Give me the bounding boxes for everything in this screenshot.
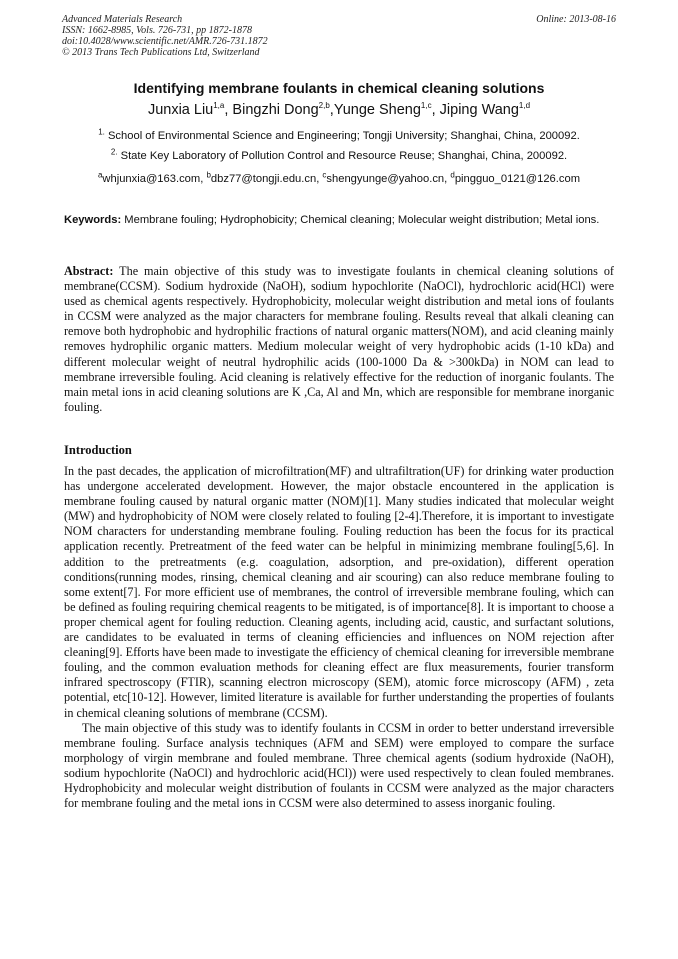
journal-name: Advanced Materials Research bbox=[62, 14, 183, 25]
email-link[interactable]: pingguo_0121@126.com bbox=[454, 173, 581, 185]
author-list: Junxia Liu$^{1,a}$, Bingzhi Dong$^{2,b}$,Yunge Sheng$^{1,c}$, Jiping Wang$^{1,d}$ bbox=[147, 101, 531, 118]
keywords-label: Keywords: bbox=[64, 214, 122, 226]
affiliation-1 bbox=[30, 127, 648, 142]
email-link[interactable]: whjunxia@163.com bbox=[102, 173, 201, 185]
email-mark: a bbox=[97, 170, 103, 180]
affiliation-2 bbox=[30, 147, 648, 162]
author-mark: 1,d bbox=[518, 101, 531, 111]
email-mark: b bbox=[206, 170, 211, 180]
introduction-body bbox=[64, 464, 614, 811]
paper-title: Identifying membrane foulants in chemical cleaning solutions bbox=[133, 80, 545, 96]
affiliation-mark: 1. bbox=[98, 127, 105, 137]
author-name: Bingzhi Dong bbox=[232, 102, 319, 118]
journal-header bbox=[62, 14, 616, 58]
author-mark: 1,a bbox=[213, 101, 225, 111]
email-mark: d bbox=[450, 170, 455, 180]
keywords-text: Membrane fouling; Hydrophobicity; Chemical cleaning; Molecular weight distribution; Metal ions. bbox=[121, 214, 600, 226]
email-link[interactable]: shengyunge@yahoo.cn bbox=[326, 173, 445, 185]
journal-info bbox=[62, 14, 616, 58]
author-name: Yunge Sheng bbox=[333, 102, 421, 118]
online-date: Online: 2013-08-16 bbox=[536, 14, 616, 25]
doi-line[interactable]: doi:10.4028/www.scientific.net/AMR.726-731.1872 bbox=[62, 36, 268, 47]
introduction-paragraph: In the past decades, the application of microfiltration(MF) and ultrafiltration(UF) for drinking water production has undergone accelerated development. However, the major obstacle encountered in the application is membrane fouling caused by natural organic matter (NOM)[1]. Many studies indicated that molecular weight (MW) and hydrophobicity of NOM were closely related to fouling [2-4].Therefore, it is important to investigate NOM characters for understanding membrane fouling. Fouling reduction has been the focus for its practical application recently. Pretreatment of the feed water can be helpful in minimizing membrane fouling[5,6]. In addition to the pretreatments (e.g. coagulation, adsorption, and pre-oxidation), different operation conditions(running modes, rinsing, chemical cleaning and air scouring) can also reduce membrane fouling to some extent[7]. For more efficient use of membranes, the control of irreversible membrane fouling, which can be defined as fouling requiring chemical reagents to be mitigated, is of importance[8]. It is important to choose a proper chemical agent for fouling reduction. Cleaning agents, including acid, caustic, and surfactant solutions, are candidates to be evaluated in terms of cleaning efficiencies and influences on NOM rejection after cleaning[9]. Efforts have been made to investigate the efficiency of chemical cleaning for irreversible membrane fouling, and the common evaluation methods for cleaning effect are flux measurements, fourier transform infrared spectroscopy (FTIR), scanning electron microscopy (SEM), atomic force microscopy (AFM) , zeta potential, etc[10-12]. However, limited literature is available for further understanding the properties of foulants in chemical cleaning solutions of membrane (CCSM). bbox=[64, 464, 614, 720]
author-name: Junxia Liu bbox=[147, 102, 214, 118]
author-mark: 1,c bbox=[420, 101, 432, 111]
email-mark: c bbox=[322, 170, 327, 180]
issn-line: ISSN: 1662-8985, Vols. 726-731, pp 1872-1878 bbox=[62, 25, 252, 36]
introduction-paragraph: The main objective of this study was to identify foulants in CCSM in order to better understand irreversible membrane fouling. Surface analysis techniques (AFM and SEM) were employed to compare the surface morphology of virgin membrane and fouled membrane. Three chemical agents (sodium hydroxide (NaOH), sodium hypochlorite (NaOCl) and hydrochloric acid(HCl)) were used respectively to clean fouled membranes. Hydrophobicity and molecular weight distribution of foulants in CCSM were analyzed as the major characters for membrane fouling and the metal ions in CCSM were also determined to assess inorganic fouling. bbox=[64, 720, 614, 811]
introduction-heading: Introduction bbox=[64, 443, 132, 457]
email-list: $^a$whjunxia@163.com, $^b$dbz77@tongji.edu.cn, $^c$shengyunge@yahoo.cn, $^d$pingguo_0121@126.com bbox=[97, 170, 581, 185]
author-mark: 2,b bbox=[318, 101, 330, 111]
email-link[interactable]: dbz77@tongji.edu.cn bbox=[210, 173, 317, 185]
affiliation-text: State Key Laboratory of Pollution Control and Resource Reuse; Shanghai, China, 200092. bbox=[117, 150, 568, 162]
abstract-text: The main objective of this study was to investigate foulants in chemical cleaning solutions of membrane(CCSM). Sodium hydroxide (NaOH), sodium hypochlorite (NaOCl), hydrochloric acid(HCl) were used as chemical agents respectively. Hydrophobicity, molecular weight distribution and metal ions of foulants in CCSM were analyzed as the major characters for membrane fouling. Results reveal that alkali cleaning can remove both hydrophobic and hydrophilic fractions of natural organic matters(NOM), and acid cleaning mainly removes hydrophilic organic matters. Medium molecular weight of very hydrophobic acids (1-10 kDa) and different molecular weight of neutral hydrophilic acids (100-1000 Da & >300kDa) in NOM can lead to membrane irreversible fouling. Acid cleaning is relatively effective for the reduction of inorganic foulants. The main metal ions in acid cleaning solutions are K ,Ca, Al and Mn, which are responsible for membrane inorganic fouling. bbox=[64, 264, 614, 414]
author-name: Jiping Wang bbox=[439, 102, 519, 118]
affiliation-mark: 2. bbox=[110, 147, 118, 157]
copyright-line: © 2013 Trans Tech Publications Ltd, Switzerland bbox=[62, 47, 260, 58]
abstract-section bbox=[64, 264, 614, 415]
abstract-label: Abstract: bbox=[64, 264, 114, 278]
affiliation-text: School of Environmental Science and Engineering; Tongji University; Shanghai, China, 200092. bbox=[104, 130, 580, 142]
keywords-section bbox=[64, 213, 614, 227]
